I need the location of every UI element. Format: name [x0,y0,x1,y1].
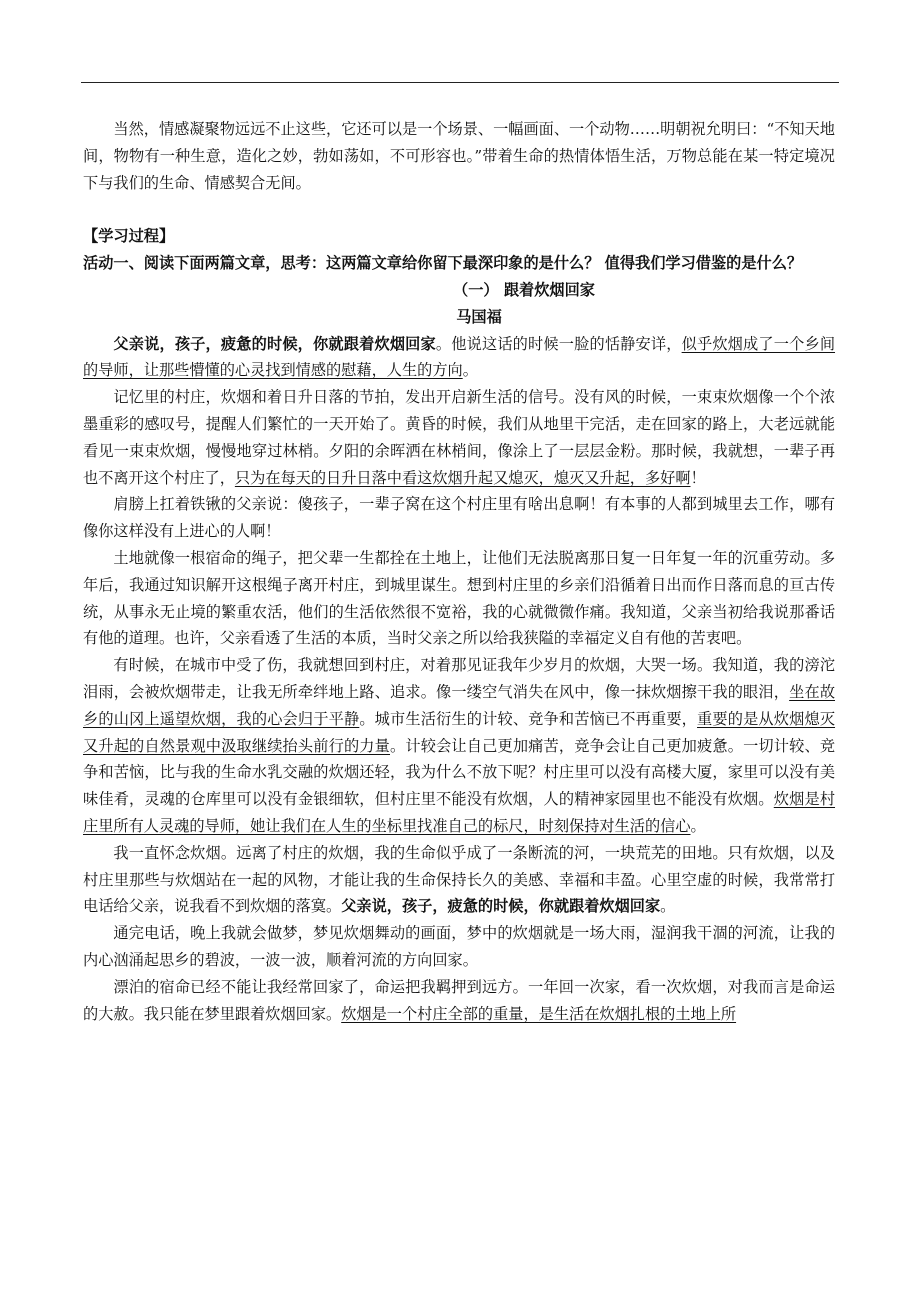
header-rule [81,82,839,83]
text-run: 。 [462,361,478,380]
intro-paragraph: 当然，情感凝聚物远远不止这些，它还可以是一个场景、一幅画面、一个动物……明朝祝允明曰：“不知天地间，物物有一种生意，造化之妙，勃如荡如，不可形容也。”带着生命的热情体悟生活，万物总能在某一特定境况下与我们的生命、情感契合无间。 [83,120,835,192]
bold-quote: 父亲说，孩子，疲惫的时候，你就跟着炊烟回家 [341,897,661,916]
article-paragraph-6 [83,840,835,920]
text-run: 记忆里的村庄，炊烟和着日升日落的节拍，发出开启新生活的信号。没有风的时候，一束束炊烟像一个个浓墨重彩的感叹号，提醒人们繁忙的一天开始了。黄昏的时候，我们从地里干完活，走在回家的路上，大老远就能看见一束束炊烟，慢慢地穿过林梢。夕阳的余晖洒在林梢间，像涂上了一层层金粉。那时候，我就想，一辈子再也不离开这个村庄了， [83,388,835,487]
article-paragraph-3: 肩膀上扛着铁锹的父亲说：傻孩子，一辈子窝在这个村庄里有啥出息啊！有本事的人都到城里去工作，哪有像你这样没有上进心的人啊！ [83,495,835,541]
underlined-text: 炊烟是一个村庄全部的重量，是生活在炊烟扎根的土地上所 [341,1004,737,1023]
article-paragraph-4: 土地就像一根宿命的绳子，把父辈一生都拴在土地上，让他们无法脱离那日复一日年复一年的沉重劳动。多年后，我通过知识解开这根绳子离开村庄，到城里谋生。想到村庄里的乡亲们沿循着日出而作日落而息的亘古传统，从事永无止境的繁重农活，他们的生活依然很不宽裕，我的心就微微作痛。我知道，父亲当初给我说那番话有他的道理。也许，父亲看透了生活的本质，当时父亲之所以给我狭隘的幸福定义自有他的苦衷吧。 [83,548,835,648]
activity-prompt: 活动一、阅读下面两篇文章，思考：这两篇文章给你留下最深印象的是什么？ 值得我们学习借鉴的是什么？ [83,254,803,273]
underlined-text: 重要的是从炊烟熄灭又升起的自然景观中汲取继续抬头前行的力量 [83,709,836,755]
text-run: ！ [690,468,706,487]
text-run: 。 [660,897,676,916]
underlined-text: 坐在故乡的山冈上遥望炊烟，我的心会归于平静 [83,682,836,728]
article-paragraph-5 [83,652,835,840]
text-run: 。 [690,816,706,835]
text-run: 。他说这话的时候一脸的恬静安详， [435,334,682,353]
article-paragraph-1 [83,331,835,385]
underlined-text: 似乎炊烟成了一个乡间的导师，让那些懵懂的心灵找到情感的慰藉，人生的方向 [83,334,836,380]
article-paragraph-8 [83,974,835,1028]
text-run: 有时候，在城市中受了伤，我就想回到村庄，对着那见证我年少岁月的炊烟，大哭一场。我知道，我的滂沱泪雨，会被炊烟带走，让我无所牵绊地上路、追求。像一缕空气消失在风中，像一抹炊烟擦干我的眼泪， [83,656,835,701]
article-author: 马国福 [456,307,502,326]
article-paragraph-2 [83,384,835,491]
text-run: 。计较会让自己更加痛苦，竞争会让自己更加疲惫。一切计较、竞争和苦恼，比与我的生命水乳交融的炊烟还轻，我为什么不放下呢？村庄里可以没有高楼大厦，家里可以没有美味佳肴，灵魂的仓库里可以没有金银细软，但村庄里不能没有炊烟，人的精神家园里也不能没有炊烟。 [83,736,836,809]
text-run: 漂泊的宿命已经不能让我经常回家了，命运把我羁押到远方。一年回一次家，看一次炊烟，对我而言是命运的大赦。我只能在梦里跟着炊烟回家。 [83,977,835,1023]
article-paragraph-7: 通完电话，晚上我就会做梦，梦见炊烟舞动的画面，梦中的炊烟就是一场大雨，湿润我干涸的河流，让我的内心汹涌起思乡的碧波，一波一波，顺着河流的方向回家。 [83,924,835,969]
bold-quote: 父亲说，孩子，疲惫的时候，你就跟着炊烟回家 [113,334,436,353]
text-run: 。城市生活衍生的计较、竞争和苦恼已不再重要， [359,709,698,728]
section-heading: 【学习过程】 [83,227,175,246]
underlined-text: 炊烟是村庄里所有人灵魂的导师，她让我们在人生的坐标里找准自己的标尺，时刻保持对生活的信心 [83,790,836,835]
paragraph-gap [83,196,835,223]
article-title: （一） 跟着炊烟回家 [453,280,595,299]
text-run: 我一直怀念炊烟。远离了村庄的炊烟，我的生命似乎成了一条断流的河，一块荒芜的田地。只有炊烟，以及村庄里那些与炊烟站在一起的风物，才能让我的生命保持长久的美感、幸福和丰盈。心里空虚的时候，我常常打电话给父亲，说我看不到炊烟的落寞。 [83,843,835,916]
underlined-text: 只为在每天的日升日落中看这炊烟升起又熄灭，熄灭又升起，多好啊 [234,468,691,487]
document-body [83,116,835,1027]
